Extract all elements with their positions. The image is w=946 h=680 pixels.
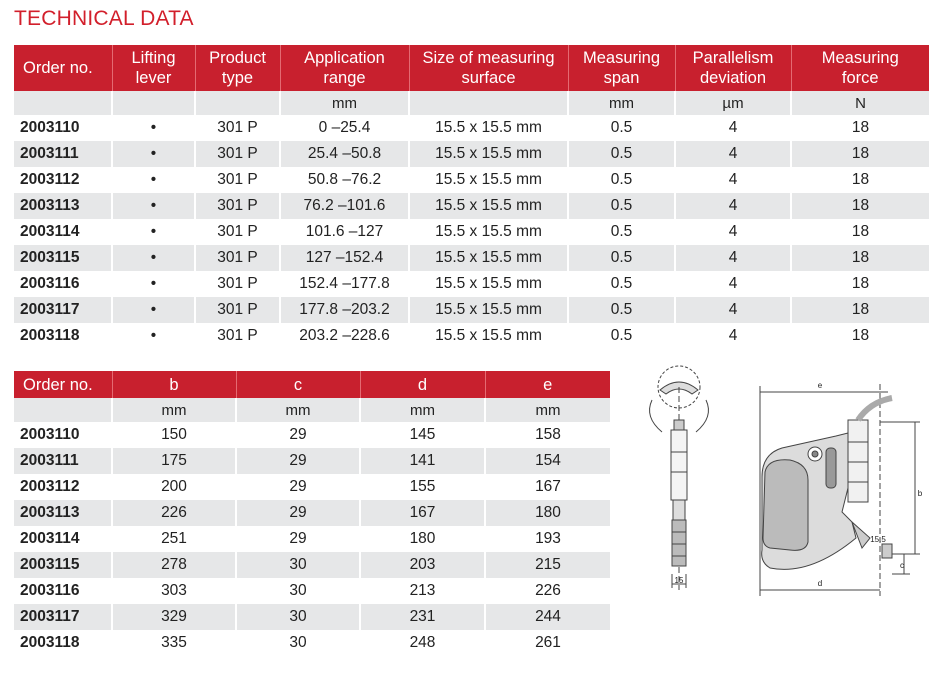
page-title: TECHNICAL DATA — [14, 7, 194, 30]
order-number-cell: 2003117 — [14, 604, 112, 630]
column-header: b — [112, 371, 236, 398]
table-cell: 301 P — [195, 245, 280, 271]
column-header-line: Measuring — [821, 49, 899, 67]
table-cell: 30 — [236, 578, 360, 604]
table-row — [14, 604, 610, 630]
order-number-cell: 2003111 — [14, 448, 112, 474]
table-cell: 215 — [485, 552, 610, 578]
column-header: d — [360, 371, 485, 398]
table-cell: 0.5 — [568, 297, 675, 323]
table-cell: 0.5 — [568, 323, 675, 349]
dimension-width-label: 15 — [674, 576, 684, 585]
unit-cell: mm — [568, 91, 675, 115]
table-cell: 15.5 x 15.5 mm — [409, 193, 568, 219]
column-header — [568, 45, 675, 91]
unit-cell: mm — [236, 398, 360, 422]
table-cell: 155 — [360, 474, 485, 500]
column-header: c — [236, 371, 360, 398]
table-cell: 4 — [675, 297, 791, 323]
table-cell: • — [112, 141, 195, 167]
column-header-line: Size of measuring — [422, 49, 555, 67]
table-cell: 4 — [675, 193, 791, 219]
unit-cell: mm — [112, 398, 236, 422]
table-cell: 15.5 x 15.5 mm — [409, 141, 568, 167]
table-cell: 244 — [485, 604, 610, 630]
table-row — [14, 552, 610, 578]
unit-cell: mm — [360, 398, 485, 422]
table-cell: 145 — [360, 422, 485, 448]
side-view-drawing — [650, 366, 709, 590]
order-number-cell: 2003113 — [14, 193, 112, 219]
table-cell: 76.2 –101.6 — [280, 193, 409, 219]
table-cell: 203 — [360, 552, 485, 578]
table-cell: 167 — [485, 474, 610, 500]
order-number-cell: 2003110 — [20, 119, 80, 136]
unit-cell — [112, 91, 195, 115]
table-cell: 0.5 — [568, 219, 675, 245]
table-cell: 150 — [112, 422, 236, 448]
unit-cell: mm — [485, 398, 610, 422]
column-header — [280, 45, 409, 91]
table-cell: • — [112, 115, 195, 141]
table-cell: 301 P — [195, 271, 280, 297]
order-number-cell: 2003111 — [14, 141, 112, 167]
table-cell: 154 — [485, 448, 610, 474]
table-cell: 29 — [236, 422, 360, 448]
table-row — [14, 500, 610, 526]
table-cell: 175 — [112, 448, 236, 474]
column-header-line: deviation — [699, 69, 767, 87]
column-header — [14, 45, 112, 91]
dimension-c-label: c — [900, 561, 904, 570]
column-header-line: Product — [209, 49, 266, 67]
table-cell: 303 — [112, 578, 236, 604]
table-cell: 0.5 — [568, 167, 675, 193]
table-cell: 29 — [236, 500, 360, 526]
table-row — [14, 630, 610, 656]
table-row — [14, 141, 929, 167]
column-header: e — [485, 371, 610, 398]
dimension-d-label: d — [817, 579, 823, 588]
order-number-cell: 2003118 — [20, 327, 80, 344]
table-cell: • — [112, 323, 195, 349]
table-cell: 18 — [791, 167, 929, 193]
table-cell: 0 –25.4 — [280, 115, 409, 141]
table-cell: 30 — [236, 604, 360, 630]
table-cell: • — [112, 297, 195, 323]
table-cell: 158 — [485, 422, 610, 448]
table-cell: 301 P — [195, 219, 280, 245]
column-header-line: Application — [304, 49, 385, 67]
order-number-cell: 2003110 — [20, 426, 80, 443]
table-cell: 29 — [236, 526, 360, 552]
column-header-line: lever — [135, 69, 172, 87]
table-row — [14, 474, 610, 500]
table-cell: 4 — [675, 141, 791, 167]
micrometer-dimension-drawing — [630, 362, 942, 602]
table-cell: • — [112, 245, 195, 271]
table-row — [14, 578, 610, 604]
table-cell: 0.5 — [568, 193, 675, 219]
table-row — [14, 526, 610, 552]
table-cell: 127 –152.4 — [280, 245, 409, 271]
dimension-b-label: b — [917, 489, 923, 498]
column-header — [409, 45, 568, 91]
order-number-cell: 2003118 — [20, 634, 80, 651]
dimension-e-label: e — [817, 381, 823, 390]
table-cell: 301 P — [195, 297, 280, 323]
table-cell: 4 — [675, 167, 791, 193]
column-header-line: type — [221, 69, 254, 87]
table-cell: 0.5 — [568, 245, 675, 271]
unit-cell — [14, 91, 112, 115]
order-number-cell: 2003116 — [20, 582, 80, 599]
column-header — [195, 45, 280, 91]
table-cell: 200 — [112, 474, 236, 500]
column-header-line: Parallelism — [692, 49, 774, 67]
order-number-cell: 2003115 — [14, 245, 112, 271]
order-number-cell: 2003113 — [14, 500, 112, 526]
table-cell: • — [112, 167, 195, 193]
table-row — [14, 448, 610, 474]
order-number-cell: 2003117 — [14, 297, 112, 323]
table-cell: 30 — [236, 630, 360, 656]
column-header-line: Measuring — [582, 49, 661, 67]
order-number-cell: 2003114 — [20, 530, 80, 547]
table-cell: 329 — [112, 604, 236, 630]
table-cell: 301 P — [195, 141, 280, 167]
column-header — [791, 45, 929, 91]
table-cell: 0.5 — [568, 271, 675, 297]
unit-cell: mm — [280, 91, 409, 115]
order-number-cell: 2003116 — [20, 275, 80, 292]
dimensions-table — [14, 371, 610, 656]
dimension-anvil-label: 15.5 — [870, 535, 886, 544]
table-row — [14, 245, 929, 271]
table-row — [14, 422, 610, 448]
table-cell: 15.5 x 15.5 mm — [409, 323, 568, 349]
table-row — [14, 219, 929, 245]
table-cell: 18 — [791, 193, 929, 219]
order-number-cell: 2003112 — [20, 478, 80, 495]
table-cell: 141 — [360, 448, 485, 474]
table-cell: 301 P — [195, 115, 280, 141]
table-cell: 4 — [675, 245, 791, 271]
table-cell: 18 — [791, 297, 929, 323]
order-number-cell: 2003115 — [14, 552, 112, 578]
order-number-cell: 2003112 — [20, 171, 80, 188]
front-view-drawing — [760, 384, 920, 596]
table-cell: 18 — [791, 115, 929, 141]
table-cell: 278 — [112, 552, 236, 578]
table-cell: • — [112, 193, 195, 219]
table-cell: • — [112, 271, 195, 297]
column-header-line: force — [841, 69, 879, 87]
table-cell: 226 — [485, 578, 610, 604]
table-row — [14, 193, 929, 219]
unit-cell: N — [791, 91, 929, 115]
table-cell: 180 — [360, 526, 485, 552]
column-header-line: Lifting — [131, 49, 176, 67]
table-cell: 213 — [360, 578, 485, 604]
unit-cell — [195, 91, 280, 115]
column-header-line: Order no. — [23, 59, 93, 77]
table-cell: 18 — [791, 219, 929, 245]
table-cell: 193 — [485, 526, 610, 552]
table-cell: 101.6 –127 — [280, 219, 409, 245]
table-cell: 15.5 x 15.5 mm — [409, 219, 568, 245]
table-cell: 15.5 x 15.5 mm — [409, 297, 568, 323]
order-number-cell: 2003114 — [20, 223, 80, 240]
table-cell: 15.5 x 15.5 mm — [409, 115, 568, 141]
table-cell: 203.2 –228.6 — [280, 323, 409, 349]
technical-data-table — [14, 45, 929, 349]
table-cell: 335 — [112, 630, 236, 656]
column-header-line: span — [603, 69, 640, 87]
table-cell: 261 — [485, 630, 610, 656]
table-cell: 301 P — [195, 323, 280, 349]
table-row — [14, 167, 929, 193]
table-row — [14, 271, 929, 297]
table-cell: 15.5 x 15.5 mm — [409, 167, 568, 193]
table-cell: 18 — [791, 271, 929, 297]
table-cell: 4 — [675, 219, 791, 245]
table-cell: 248 — [360, 630, 485, 656]
table-cell: 301 P — [195, 193, 280, 219]
table-cell: 301 P — [195, 167, 280, 193]
table-cell: 0.5 — [568, 115, 675, 141]
table-cell: 29 — [236, 474, 360, 500]
table-cell: 152.4 –177.8 — [280, 271, 409, 297]
table-cell: 4 — [675, 271, 791, 297]
table-cell: 25.4 –50.8 — [280, 141, 409, 167]
table-cell: 177.8 –203.2 — [280, 297, 409, 323]
table-cell: 251 — [112, 526, 236, 552]
column-header-line: range — [323, 69, 366, 87]
unit-cell: µm — [675, 91, 791, 115]
table-cell: 18 — [791, 141, 929, 167]
column-header — [675, 45, 791, 91]
column-header: Order no. — [14, 371, 112, 398]
table-cell: 180 — [485, 500, 610, 526]
table-cell: 226 — [112, 500, 236, 526]
unit-cell — [409, 91, 568, 115]
column-header-line: surface — [461, 69, 516, 87]
table-cell: • — [112, 219, 195, 245]
table-cell: 15.5 x 15.5 mm — [409, 271, 568, 297]
table-cell: 231 — [360, 604, 485, 630]
table-row — [14, 297, 929, 323]
table-cell: 0.5 — [568, 141, 675, 167]
table-cell: 167 — [360, 500, 485, 526]
table-cell: 50.8 –76.2 — [280, 167, 409, 193]
table-cell: 18 — [791, 245, 929, 271]
table-row — [14, 115, 929, 141]
table-cell: 30 — [236, 552, 360, 578]
table-cell: 4 — [675, 115, 791, 141]
table-cell: 15.5 x 15.5 mm — [409, 245, 568, 271]
table-cell: 4 — [675, 323, 791, 349]
unit-cell — [14, 398, 112, 422]
column-header — [112, 45, 195, 91]
table-cell: 29 — [236, 448, 360, 474]
table-cell: 18 — [791, 323, 929, 349]
table-row — [14, 323, 929, 349]
